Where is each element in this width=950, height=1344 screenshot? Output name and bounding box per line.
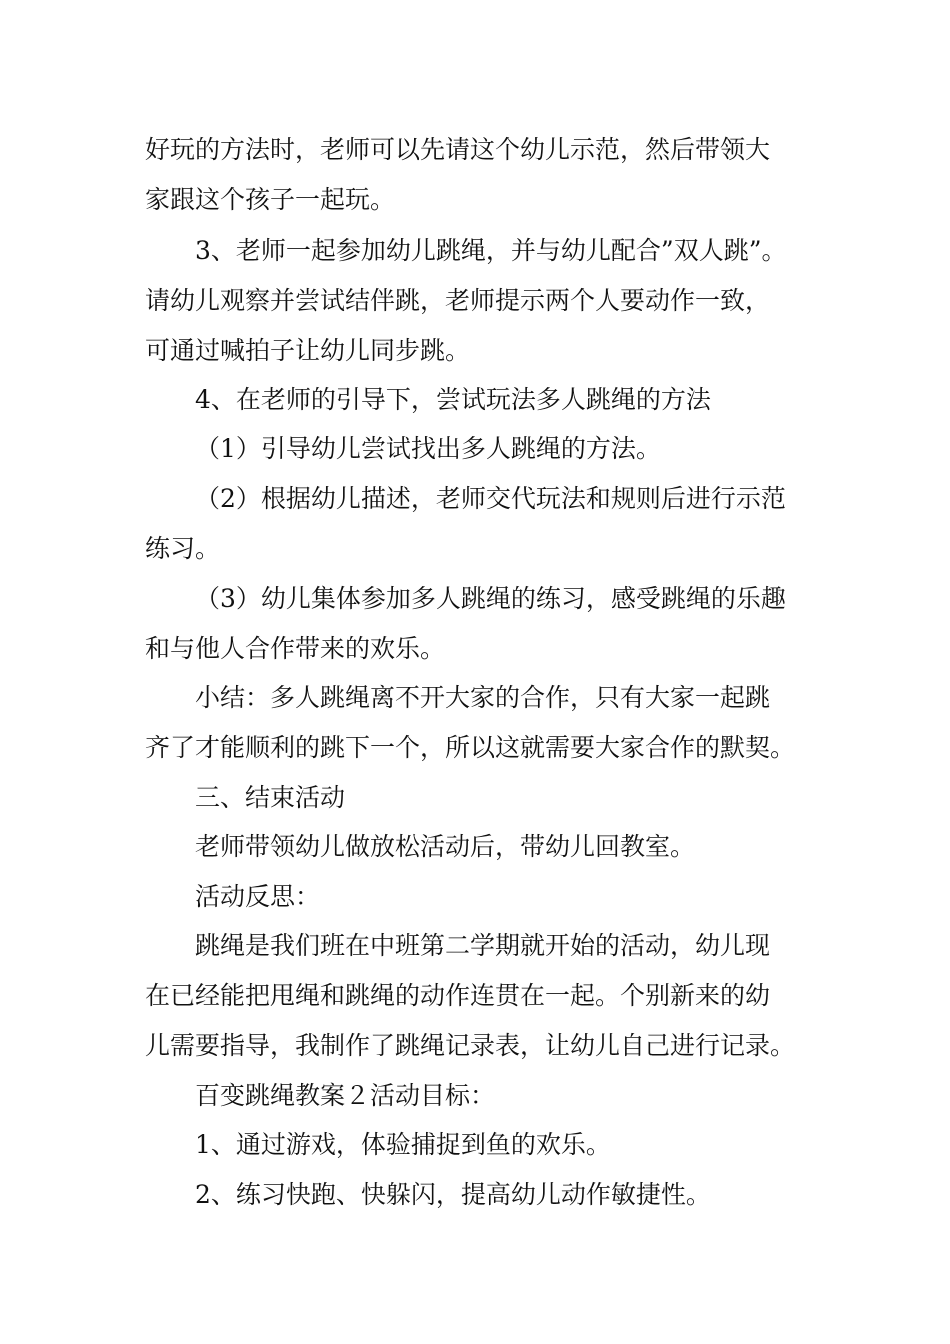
text-line-14: 三、结束活动 — [195, 783, 346, 812]
text-line-8: （2）根据幼儿描述，老师交代玩法和规则后进行示范 — [195, 484, 786, 513]
text-line-16: 活动反思： — [195, 882, 321, 911]
text-line-13: 齐了才能顺利的跳下一个，所以这就需要大家合作的默契。 — [145, 733, 796, 762]
text-line-6: 4、在老师的引导下，尝试玩法多人跳绳的方法 — [195, 385, 711, 414]
text-line-20: 百变跳绳教案２活动目标： — [195, 1081, 496, 1110]
text-line-10: （3）幼儿集体参加多人跳绳的练习，感受跳绳的乐趣 — [195, 584, 786, 613]
text-line-1: 好玩的方法时，老师可以先请这个幼儿示范，然后带领大 — [145, 135, 771, 164]
text-line-18: 在已经能把甩绳和跳绳的动作连贯在一起。个别新来的幼 — [145, 981, 771, 1010]
text-line-19: 儿需要指导，我制作了跳绳记录表，让幼儿自己进行记录。 — [145, 1031, 796, 1060]
text-line-2: 家跟这个孩子一起玩。 — [145, 185, 396, 214]
text-line-11: 和与他人合作带来的欢乐。 — [145, 634, 446, 663]
text-line-3: 3、老师一起参加幼儿跳绳，并与幼儿配合”双人跳”。 — [195, 236, 787, 265]
text-line-5: 可通过喊拍子让幼儿同步跳。 — [145, 336, 471, 365]
text-line-7: （1）引导幼儿尝试找出多人跳绳的方法。 — [195, 434, 661, 463]
text-line-21: 1、通过游戏，体验捕捉到鱼的欢乐。 — [195, 1130, 611, 1159]
text-line-15: 老师带领幼儿做放松活动后，带幼儿回教室。 — [195, 832, 696, 861]
text-line-4: 请幼儿观察并尝试结伴跳，老师提示两个人要动作一致， — [145, 286, 771, 315]
text-line-22: 2、练习快跑、快躲闪，提高幼儿动作敏捷性。 — [195, 1180, 711, 1209]
text-line-9: 练习。 — [145, 534, 221, 563]
text-line-17: 跳绳是我们班在中班第二学期就开始的活动，幼儿现 — [195, 931, 771, 960]
text-line-12: 小结：多人跳绳离不开大家的合作，只有大家一起跳 — [195, 683, 771, 712]
